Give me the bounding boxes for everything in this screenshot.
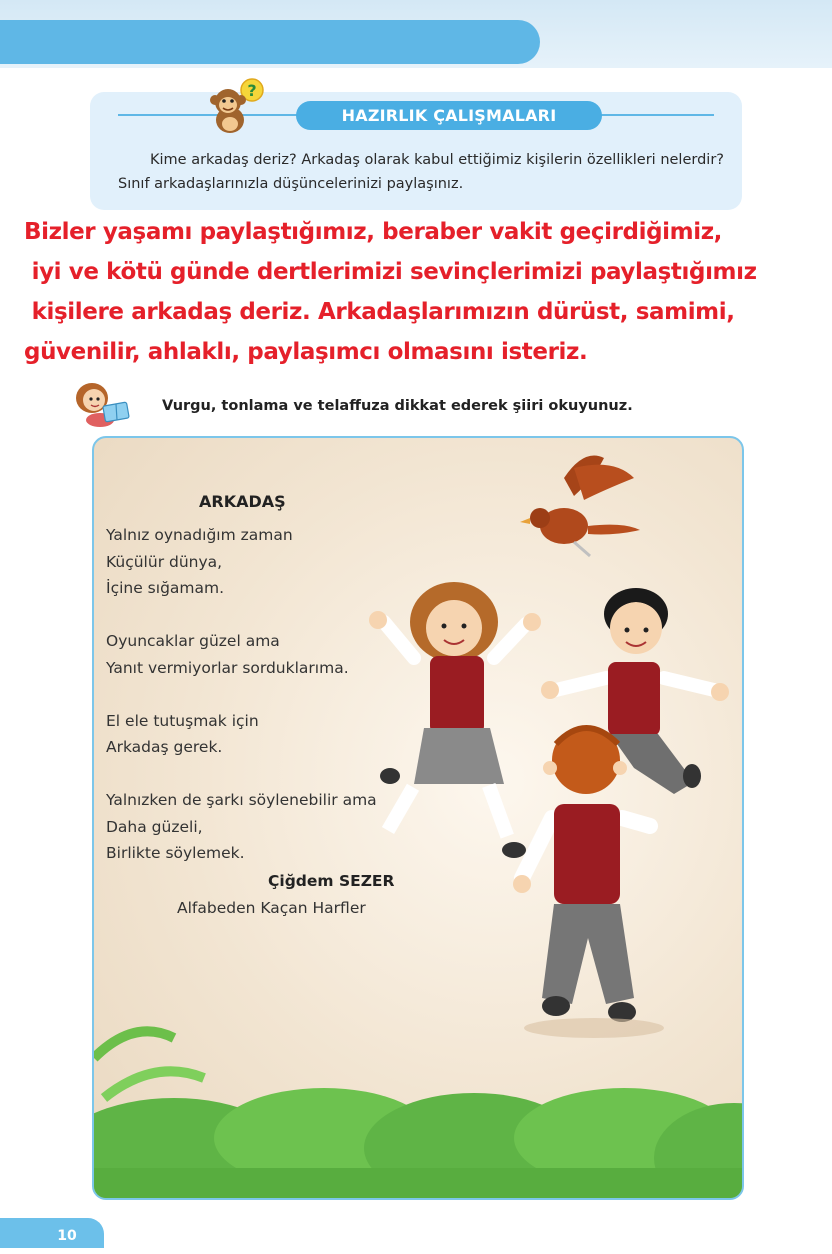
preparation-title: HAZIRLIK ÇALIŞMALARI: [296, 101, 602, 130]
girl-reading-icon: [70, 376, 134, 430]
page-number: 10: [57, 1228, 77, 1244]
bird-icon: [520, 456, 640, 557]
page-number-tab: [0, 1218, 104, 1248]
poem-title: ARKADAŞ: [199, 492, 286, 511]
answer-line: kişilere arkadaş deriz. Arkadaşlarımızın dürüst, samimi,: [24, 299, 735, 325]
poem-line: Oyuncaklar güzel ama: [106, 632, 280, 650]
boy-figure-front: [513, 726, 664, 1038]
svg-text:?: ?: [247, 81, 257, 100]
poem-line: Küçülür dünya,: [106, 552, 223, 571]
poem-line: Birlikte söylemek.: [106, 844, 245, 862]
answer-line: güvenilir, ahlaklı, paylaşımcı olmasını isteriz.: [24, 339, 588, 365]
answer-line: Bizler yaşamı paylaştığımız, beraber vakit geçirdiğimiz,: [24, 219, 723, 245]
poem-line: İçine sığamam.: [106, 579, 225, 597]
poem-line: [106, 761, 377, 788]
poem-line: Yalnızken de şarkı söylenebilir ama: [106, 791, 377, 809]
answer-line: iyi ve kötü günde dertlerimizi sevinçlerimizi paylaştığımız: [24, 259, 757, 285]
girl-figure: [369, 582, 541, 858]
poem-line: [106, 602, 377, 629]
poem-line: Yalnız oynadığım zaman: [106, 526, 293, 544]
answer-text: [24, 212, 832, 372]
preparation-text: Kime arkadaş deriz? Arkadaş olarak kabul ettiğimiz kişilerin özellikleri nelerdir? Sınıf arkadaşlarınızla düşüncelerinizi paylaşınız.: [118, 152, 724, 192]
top-header-bar: [0, 20, 540, 64]
poem-line: [106, 681, 377, 708]
monkey-question-icon: [200, 74, 270, 138]
poem-line: Daha güzeli,: [106, 817, 203, 836]
plants-decoration: [94, 1031, 742, 1198]
reading-instruction: Vurgu, tonlama ve telaffuza dikkat ederek şiiri okuyunuz.: [162, 398, 633, 414]
poem-source: Alfabeden Kaçan Harfler: [177, 899, 366, 917]
poem-body: [106, 522, 377, 867]
poem-line: Arkadaş gerek.: [106, 738, 223, 756]
poem-author: Çiğdem SEZER: [268, 872, 395, 890]
poem-line: Yanıt vermiyorlar sorduklarıma.: [106, 658, 349, 677]
poem-line: El ele tutuşmak için: [106, 711, 259, 730]
